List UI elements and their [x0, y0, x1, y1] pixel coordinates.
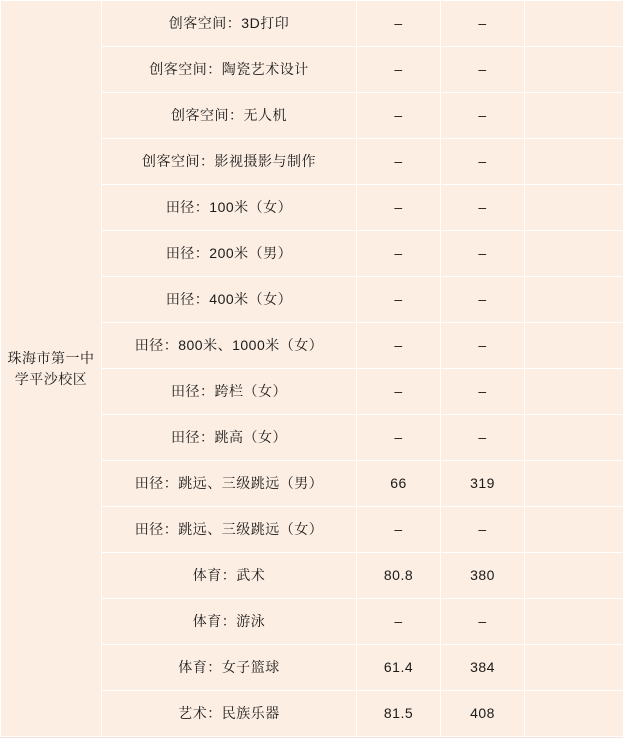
rank-cell: –	[441, 323, 525, 369]
score-cell: 81.5	[357, 691, 441, 737]
major-name-cell: 田径：100米（女）	[102, 185, 357, 231]
major-name-cell: 田径：跳高（女）	[102, 415, 357, 461]
trailing-blank-cell	[525, 461, 623, 507]
trailing-blank-cell	[525, 323, 623, 369]
rank-cell: 319	[441, 461, 525, 507]
trailing-blank-cell	[525, 231, 623, 277]
rank-cell: –	[441, 599, 525, 645]
trailing-blank-cell	[525, 369, 623, 415]
trailing-blank-cell	[525, 645, 623, 691]
rank-cell: –	[441, 277, 525, 323]
rank-cell: 408	[441, 691, 525, 737]
score-cell: 66	[357, 461, 441, 507]
major-name-cell: 田径：跳远、三级跳远（男）	[102, 461, 357, 507]
rank-cell: –	[441, 185, 525, 231]
rank-cell: –	[441, 415, 525, 461]
table-row	[1, 1, 623, 47]
trailing-blank-cell	[525, 553, 623, 599]
trailing-blank-cell	[525, 277, 623, 323]
score-cell: –	[357, 415, 441, 461]
score-cell: –	[357, 507, 441, 553]
school-name-cell: 珠海市第一中学平沙校区	[1, 1, 102, 737]
trailing-blank-cell	[525, 185, 623, 231]
score-cell: –	[357, 599, 441, 645]
score-cell: –	[357, 277, 441, 323]
rank-cell: –	[441, 139, 525, 185]
score-cell: –	[357, 185, 441, 231]
major-name-cell: 田径：400米（女）	[102, 277, 357, 323]
rank-cell: –	[441, 231, 525, 277]
major-name-cell: 创客空间：3D打印	[102, 1, 357, 47]
rank-cell: 380	[441, 553, 525, 599]
score-cell: –	[357, 1, 441, 47]
trailing-blank-cell	[525, 93, 623, 139]
score-cell: –	[357, 369, 441, 415]
score-cell: 61.4	[357, 645, 441, 691]
score-cell: –	[357, 139, 441, 185]
trailing-blank-cell	[525, 415, 623, 461]
rank-cell: –	[441, 507, 525, 553]
major-name-cell: 体育：武术	[102, 553, 357, 599]
major-name-cell: 艺术：民族乐器	[102, 691, 357, 737]
rank-cell: 384	[441, 645, 525, 691]
trailing-blank-cell	[525, 507, 623, 553]
major-name-cell: 田径：200米（男）	[102, 231, 357, 277]
score-cell: 80.8	[357, 553, 441, 599]
trailing-blank-cell	[525, 599, 623, 645]
rank-cell: –	[441, 93, 525, 139]
trailing-blank-cell	[525, 47, 623, 93]
rank-cell: –	[441, 47, 525, 93]
rank-cell: –	[441, 369, 525, 415]
trailing-blank-cell	[525, 139, 623, 185]
trailing-blank-cell	[525, 1, 623, 47]
score-cell: –	[357, 47, 441, 93]
major-name-cell: 创客空间：无人机	[102, 93, 357, 139]
major-name-cell: 创客空间：陶瓷艺术设计	[102, 47, 357, 93]
score-cell: –	[357, 231, 441, 277]
rank-cell: –	[441, 1, 525, 47]
major-name-cell: 体育：女子篮球	[102, 645, 357, 691]
trailing-blank-cell	[525, 691, 623, 737]
major-name-cell: 田径：跨栏（女）	[102, 369, 357, 415]
major-name-cell: 田径：跳远、三级跳远（女）	[102, 507, 357, 553]
major-name-cell: 田径：800米、1000米（女）	[102, 323, 357, 369]
score-cell: –	[357, 323, 441, 369]
major-name-cell: 创客空间：影视摄影与制作	[102, 139, 357, 185]
table-body	[1, 1, 623, 737]
major-name-cell: 体育：游泳	[102, 599, 357, 645]
score-cell: –	[357, 93, 441, 139]
